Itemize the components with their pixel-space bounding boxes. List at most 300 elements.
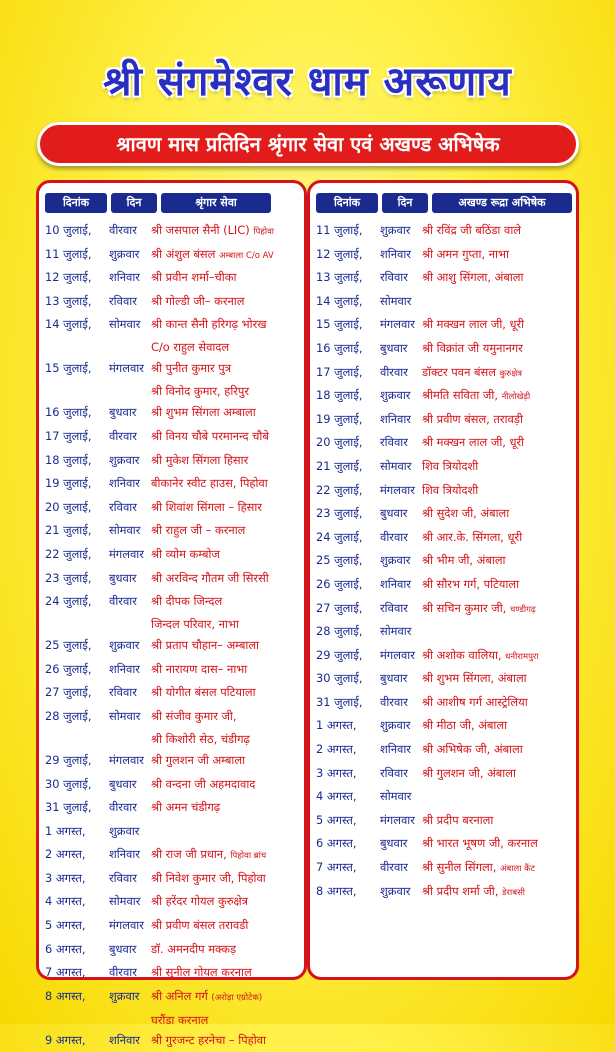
table-row: [310, 549, 576, 573]
table-row: [310, 856, 576, 880]
row-day: रविवार: [380, 270, 408, 285]
sponsor-name: श्री शुभम सिंगला, अंबाला: [422, 671, 527, 686]
sponsor-name: श्री अनिल गर्ग: [151, 988, 208, 1003]
row-sponsor: [151, 890, 306, 914]
table-row: [39, 985, 304, 1029]
row-sponsor: [151, 634, 306, 658]
row-sponsor: [151, 914, 306, 938]
sponsor-name: श्री सुनील सिंगला,: [422, 860, 497, 875]
row-date: 30 जुलाई,: [316, 671, 363, 686]
table-row: [310, 667, 576, 691]
row-sponsor: [151, 266, 306, 290]
row-day: वीरवार: [380, 529, 408, 544]
table-row: [39, 938, 304, 962]
table-row: [39, 820, 304, 844]
row-date: 11 जुलाई,: [316, 223, 363, 237]
row-sponsor: [151, 219, 306, 245]
sponsor-name: श्री सचिन कुमार जी,: [422, 600, 507, 615]
row-sponsor: [422, 714, 578, 738]
sponsor-name: श्री जसपाल सैनी (LIC): [151, 223, 250, 237]
row-date: 5 अगस्त,: [45, 918, 86, 933]
table-row: [39, 867, 304, 891]
row-sponsor: [422, 809, 578, 833]
sponsor-name: श्री प्रवीण बंसल तरावडी: [151, 918, 249, 933]
table-row: [310, 573, 576, 597]
sponsor-line2: श्री विनोद कुमार, हरिपुर: [151, 383, 250, 398]
row-day: सोमवार: [109, 523, 141, 538]
shringar-seva-panel: [36, 180, 307, 1047]
table-row: [39, 266, 304, 290]
row-sponsor: [151, 773, 306, 797]
table-row: [39, 425, 304, 449]
row-sponsor: [422, 738, 578, 762]
row-day: रविवार: [109, 499, 137, 514]
row-day: बुधवार: [380, 671, 408, 686]
row-sponsor: [422, 243, 578, 267]
sponsor-name: श्री प्रताप चौहान– अम्बाला: [151, 638, 260, 653]
sponsor-name: श्री मुकेश सिंगला हिसार: [151, 452, 249, 467]
row-date: 27 जुलाई,: [45, 685, 92, 700]
table-row: [39, 749, 304, 773]
row-sponsor: [151, 867, 306, 891]
abhishek-panel: [307, 180, 579, 980]
table-row: [39, 773, 304, 797]
row-date: 19 जुलाई,: [45, 476, 92, 491]
table-row: [310, 832, 576, 856]
row-sponsor: [151, 681, 306, 705]
row-date: 9 अगस्त,: [45, 1032, 86, 1047]
row-day: सोमवार: [109, 894, 141, 909]
table-row: [39, 449, 304, 473]
sponsor-name: श्री भारत भूषण जी, करनाल: [422, 836, 538, 851]
row-sponsor: [422, 479, 578, 503]
row-date: 13 जुलाई,: [45, 293, 92, 308]
row-date: 26 जुलाई,: [45, 661, 92, 676]
row-day: शनिवार: [109, 1032, 140, 1047]
table-row: [310, 243, 576, 267]
row-date: 20 जुलाई,: [45, 499, 92, 514]
row-day: वीरवार: [380, 364, 408, 379]
row-sponsor: [151, 543, 306, 567]
row-day: शुक्रवार: [109, 246, 140, 261]
row-sponsor: [151, 243, 306, 269]
row-sponsor: [151, 313, 306, 357]
row-date: 29 जुलाई,: [316, 647, 363, 662]
sponsor-name: श्री नारायण दास– नाभा: [151, 661, 248, 676]
row-date: 17 जुलाई,: [45, 428, 92, 443]
table-row: [39, 401, 304, 425]
sponsor-name: श्री प्रवीण बंसल, तरावड़ी: [422, 411, 523, 426]
row-date: 17 जुलाई,: [316, 364, 363, 379]
row-sponsor: [422, 856, 578, 882]
row-day: शुक्रवार: [380, 718, 411, 733]
row-day: शनिवार: [109, 476, 140, 491]
sponsor-name: श्री शुभम सिंगला अम्बाला: [151, 405, 256, 420]
row-day: शुक्रवार: [380, 223, 411, 237]
row-day: शनिवार: [380, 246, 411, 261]
sponsor-name: डॉक्टर पवन बंसल: [422, 364, 496, 379]
table-row: [39, 961, 304, 985]
table-row: [310, 620, 576, 644]
row-sponsor: [151, 985, 306, 1031]
row-day: मंगलवार: [109, 546, 144, 561]
row-sponsor: [422, 526, 578, 550]
row-date: 30 जुलाई,: [45, 776, 92, 791]
sponsor-name: श्री विनय चौबे परमानन्द चौबे: [151, 428, 269, 443]
row-day: बुधवार: [380, 836, 408, 851]
sponsor-name: श्री शिवांश सिंगला – हिसार: [151, 499, 262, 514]
row-date: 7 अगस्त,: [316, 860, 357, 875]
sponsor-name: श्री गुरजन्ट हरनेचा – पिहोवा: [151, 1032, 266, 1047]
row-day: शुक्रवार: [109, 638, 140, 653]
table-row: [310, 290, 576, 314]
schedule-list: [310, 219, 576, 903]
row-day: शनिवार: [109, 847, 140, 862]
sponsor-note: चण्डीगढ़: [509, 604, 536, 615]
row-day: रविवार: [109, 870, 137, 885]
row-day: बुधवार: [380, 506, 408, 521]
row-day: वीरवार: [380, 860, 408, 875]
row-day: सोमवार: [380, 624, 412, 639]
row-day: मंगलवार: [380, 482, 415, 497]
table-row: [39, 519, 304, 543]
row-date: 1 अगस्त,: [316, 718, 357, 733]
table-row: [310, 479, 576, 503]
table-row: [39, 1029, 304, 1052]
sponsor-note: अंबाला कैंट: [499, 864, 535, 875]
row-day: सोमवार: [380, 789, 412, 804]
row-day: शुक्रवार: [380, 388, 411, 403]
sponsor-name: शिव त्रियोदशी: [422, 458, 479, 473]
row-day: शनिवार: [380, 576, 411, 591]
row-sponsor: [151, 796, 306, 820]
sponsor-line2: जिन्दल परिवार, नाभा: [151, 616, 239, 631]
sponsor-name: श्री सौरभ गर्ग, पटियाला: [422, 576, 520, 591]
row-sponsor: [422, 502, 578, 526]
sponsor-note: पिहोवा: [253, 227, 275, 237]
sponsor-note: धनीरामपुरा: [505, 651, 539, 662]
row-date: 24 जुलाई,: [45, 594, 92, 609]
row-date: 25 जुलाई,: [316, 553, 363, 568]
row-day: रविवार: [109, 293, 137, 308]
page-title: श्री संगमेश्वर धाम अरूणाय: [103, 59, 512, 105]
sponsor-name: बीकानेर स्वीट हाउस, पिहोवा: [151, 476, 268, 491]
row-date: 6 अगस्त,: [45, 941, 86, 956]
header-abhishek: अखण्ड रूद्रा अभिषेक: [432, 193, 572, 213]
table-row: [310, 738, 576, 762]
row-day: शनिवार: [109, 270, 140, 285]
sponsor-name: श्री व्योम कम्बोज: [151, 546, 220, 561]
table-row: [39, 634, 304, 658]
sponsor-name: श्री गुलशन जी, अंबाला: [422, 765, 516, 780]
sponsor-name: श्री भीम जी, अंबाला: [422, 553, 506, 568]
row-sponsor: [151, 449, 306, 473]
row-date: 15 जुलाई,: [45, 361, 92, 376]
row-date: 16 जुलाई,: [316, 340, 363, 355]
row-date: 21 जुलाई,: [316, 458, 363, 473]
row-date: 14 जुलाई,: [316, 293, 363, 308]
row-sponsor: [422, 431, 578, 455]
row-sponsor: [151, 357, 306, 401]
sponsor-note: नीलोखेड़ी: [501, 392, 531, 403]
sponsor-name: श्री राज जी प्रधान,: [151, 847, 227, 862]
row-date: 16 जुलाई,: [45, 405, 92, 420]
row-date: 15 जुलाई,: [316, 317, 363, 332]
table-row: [39, 290, 304, 314]
row-date: 22 जुलाई,: [45, 546, 92, 561]
row-sponsor: [151, 1029, 306, 1052]
sponsor-name: श्री योगीत बंसल पटियाला: [151, 685, 256, 700]
row-sponsor: [151, 290, 306, 314]
sponsor-note: डेराबसी: [501, 887, 526, 898]
row-date: 28 जुलाई,: [316, 624, 363, 639]
row-day: मंगलवार: [380, 317, 415, 332]
table-row: [39, 567, 304, 591]
header-date: दिनांक: [45, 193, 107, 213]
sponsor-name: श्री अंशुल बंसल: [151, 246, 216, 261]
row-day: शुक्रवार: [380, 883, 411, 898]
row-day: बुधवार: [380, 340, 408, 355]
sponsor-name: श्री मक्खन लाल जी, धूरी: [422, 317, 525, 332]
table-row: [310, 219, 576, 243]
row-date: 2 अगस्त,: [45, 847, 86, 862]
row-day: सोमवार: [109, 317, 141, 332]
table-row: [310, 691, 576, 715]
table-row: [310, 880, 576, 904]
row-day: शनिवार: [109, 661, 140, 676]
row-day: मंगलवार: [109, 361, 144, 376]
sponsor-name: श्री रविंद्र जी बठिंडा वाले: [422, 223, 522, 237]
sponsor-name: श्री राहुल जी – करनाल: [151, 523, 246, 538]
row-sponsor: [422, 832, 578, 856]
sponsor-name: श्री कान्त सैनी हरिगढ़ भोरख: [151, 317, 267, 332]
header-day: दिन: [382, 193, 428, 213]
table-row: [310, 762, 576, 786]
header-date: दिनांक: [316, 193, 378, 213]
row-date: 23 जुलाई,: [45, 570, 92, 585]
table-row: [310, 455, 576, 479]
table-row: [39, 472, 304, 496]
row-sponsor: [151, 658, 306, 682]
row-date: 25 जुलाई,: [45, 638, 92, 653]
row-day: मंगलवार: [380, 647, 415, 662]
row-day: मंगलवार: [109, 752, 144, 767]
header-seva: श्रृंगार सेवा: [161, 193, 271, 213]
row-sponsor: [151, 567, 306, 591]
row-date: 26 जुलाई,: [316, 576, 363, 591]
row-day: वीरवार: [109, 965, 137, 980]
sponsor-name: श्री अमन चंडीगढ़: [151, 800, 221, 815]
row-sponsor: [151, 590, 306, 634]
sponsor-name: श्री मक्खन लाल जी, धूरी: [422, 435, 525, 450]
row-date: 28 जुलाई,: [45, 708, 92, 723]
table-row: [39, 843, 304, 867]
sponsor-name: श्री दीपक जिन्दल: [151, 594, 223, 609]
row-date: 8 अगस्त,: [316, 883, 357, 898]
sponsor-name: शिव त्रियोदशी: [422, 482, 479, 497]
sponsor-note: पिहोवा ब्रांच: [230, 851, 267, 862]
row-sponsor: [422, 408, 578, 432]
row-date: 24 जुलाई,: [316, 529, 363, 544]
sponsor-name: श्री आशीष गर्ग आस्ट्रेलिया: [422, 694, 528, 709]
table-row: [39, 796, 304, 820]
row-sponsor: [422, 266, 578, 290]
row-date: 3 अगस्त,: [316, 765, 357, 780]
row-date: 6 अगस्त,: [316, 836, 357, 851]
sponsor-name: श्री हरेंदर गोयल कुरुक्षेत्र: [151, 894, 248, 909]
sponsor-line2: घरौंडा करनाल: [151, 1013, 209, 1028]
sponsor-name: श्री अशोक वालिया,: [422, 647, 502, 662]
header-day: दिन: [111, 193, 157, 213]
row-day: सोमवार: [380, 458, 412, 473]
table-row: [39, 705, 304, 749]
table-row: [39, 496, 304, 520]
sponsor-name: श्री आशु सिंगला, अंबाला: [422, 270, 524, 285]
sponsor-line2: C/o राहुल सेवादल: [151, 339, 230, 354]
row-sponsor: [151, 425, 306, 449]
row-sponsor: [422, 573, 578, 597]
row-date: 3 अगस्त,: [45, 870, 86, 885]
sponsor-name: श्री मीठा जी, अंबाला: [422, 718, 508, 733]
sponsor-name: श्री अमन गुप्ता, नाभा: [422, 246, 509, 261]
row-sponsor: [151, 705, 306, 749]
row-date: 22 जुलाई,: [316, 482, 363, 497]
row-sponsor: [422, 313, 578, 337]
row-sponsor: [422, 361, 578, 387]
row-date: 29 जुलाई,: [45, 752, 92, 767]
row-date: 8 अगस्त,: [45, 988, 86, 1003]
row-date: 19 जुलाई,: [316, 411, 363, 426]
table-row: [39, 681, 304, 705]
row-date: 5 अगस्त,: [316, 812, 357, 827]
row-sponsor: [151, 961, 306, 985]
row-day: रविवार: [380, 600, 408, 615]
table-row: [310, 714, 576, 738]
row-date: 1 अगस्त,: [45, 823, 86, 838]
row-date: 31 जुलाई,: [316, 694, 363, 709]
row-sponsor: [422, 644, 578, 670]
row-day: शनिवार: [380, 742, 411, 757]
row-date: 4 अगस्त,: [45, 894, 86, 909]
table-row: [39, 590, 304, 634]
row-sponsor: [422, 549, 578, 573]
row-day: सोमवार: [380, 293, 412, 308]
row-sponsor: [422, 384, 578, 410]
row-sponsor: [151, 496, 306, 520]
sponsor-name: श्री प्रवीन शर्मा–चीका: [151, 270, 237, 285]
table-row: [310, 597, 576, 621]
row-sponsor: [151, 519, 306, 543]
row-day: सोमवार: [109, 708, 141, 723]
table-row: [310, 337, 576, 361]
row-date: 14 जुलाई,: [45, 317, 92, 332]
row-date: 18 जुलाई,: [45, 452, 92, 467]
sponsor-name: श्री गुलशन जी अम्बाला: [151, 752, 246, 767]
sponsor-name: श्री प्रदीप शर्मा जी,: [422, 883, 499, 898]
sponsor-name: श्री पुनीत कुमार पुत्र: [151, 361, 232, 376]
row-day: शुक्रवार: [109, 988, 140, 1003]
row-sponsor: [151, 938, 306, 962]
row-date: 13 जुलाई,: [316, 270, 363, 285]
sponsor-name: श्री संजीव कुमार जी,: [151, 708, 237, 723]
row-date: 31 जुलाई,: [45, 800, 92, 815]
row-day: वीरवार: [109, 594, 137, 609]
table-row: [39, 914, 304, 938]
row-day: रविवार: [109, 685, 137, 700]
table-row: [310, 361, 576, 385]
row-sponsor: [422, 880, 578, 906]
row-day: शुक्रवार: [109, 823, 140, 838]
row-date: 12 जुलाई,: [45, 270, 92, 285]
row-sponsor: [151, 472, 306, 496]
sponsor-line2: श्री किशोरी सेठ, चंडीगढ़: [151, 731, 250, 746]
row-date: 18 जुलाई,: [316, 388, 363, 403]
row-day: रविवार: [380, 435, 408, 450]
row-day: वीरवार: [109, 223, 137, 237]
row-date: 20 जुलाई,: [316, 435, 363, 450]
row-day: रविवार: [380, 765, 408, 780]
row-sponsor: [422, 691, 578, 715]
row-date: 23 जुलाई,: [316, 506, 363, 521]
row-day: शुक्रवार: [380, 553, 411, 568]
row-day: वीरवार: [380, 694, 408, 709]
table-row: [310, 526, 576, 550]
table-row: [39, 543, 304, 567]
row-day: बुधवार: [109, 405, 137, 420]
row-date: 7 अगस्त,: [45, 965, 86, 980]
row-date: 27 जुलाई,: [316, 600, 363, 615]
sponsor-name: श्रीमति सविता जी,: [422, 388, 498, 403]
sponsor-note: अम्बाला C/o AV: [218, 250, 274, 261]
table-row: [310, 809, 576, 833]
row-date: 12 जुलाई,: [316, 246, 363, 261]
table-row: [310, 408, 576, 432]
sponsor-name: श्री आर.के. सिंगला, धूरी: [422, 529, 523, 544]
row-day: वीरवार: [109, 428, 137, 443]
row-sponsor: [151, 749, 306, 773]
sponsor-name: श्री प्रदीप बरनाला: [422, 812, 494, 827]
sponsor-name: श्री अभिषेक जी, अंबाला: [422, 742, 523, 757]
row-date: 4 अगस्त,: [316, 789, 357, 804]
table-row: [310, 431, 576, 455]
table-row: [39, 658, 304, 682]
row-sponsor: [422, 597, 578, 623]
table-row: [310, 785, 576, 809]
sponsor-name: श्री सुदेश जी, अंबाला: [422, 506, 510, 521]
row-sponsor: [422, 762, 578, 786]
sponsor-name: श्री वन्दना जी अहमदावाद: [151, 776, 256, 791]
sponsor-name: श्री निवेश कुमार जी, पिहोवा: [151, 870, 266, 885]
row-sponsor: [422, 667, 578, 691]
row-day: बुधवार: [109, 776, 137, 791]
sponsor-name: श्री अरविन्द गौतम जी सिरसी: [151, 570, 269, 585]
row-day: शनिवार: [380, 411, 411, 426]
subtitle-banner: श्रावण मास प्रतिदिन श्रृंगार सेवा एवं अखण्ड अभिषेक: [37, 122, 579, 166]
sponsor-name: डॉ. अमनदीप मक्कड़: [151, 941, 237, 956]
row-day: मंगलवार: [380, 812, 415, 827]
row-sponsor: [422, 337, 578, 361]
table-row: [39, 313, 304, 357]
table-row: [310, 266, 576, 290]
row-date: 11 जुलाई,: [45, 246, 92, 261]
row-date: 2 अगस्त,: [316, 742, 357, 757]
row-date: 10 जुलाई,: [45, 223, 92, 237]
schedule-list: [39, 219, 304, 1052]
row-day: बुधवार: [109, 570, 137, 585]
sponsor-name: श्री विक्रांत जी यमुनानगर: [422, 340, 523, 355]
table-row: [39, 890, 304, 914]
table-row: [310, 384, 576, 408]
